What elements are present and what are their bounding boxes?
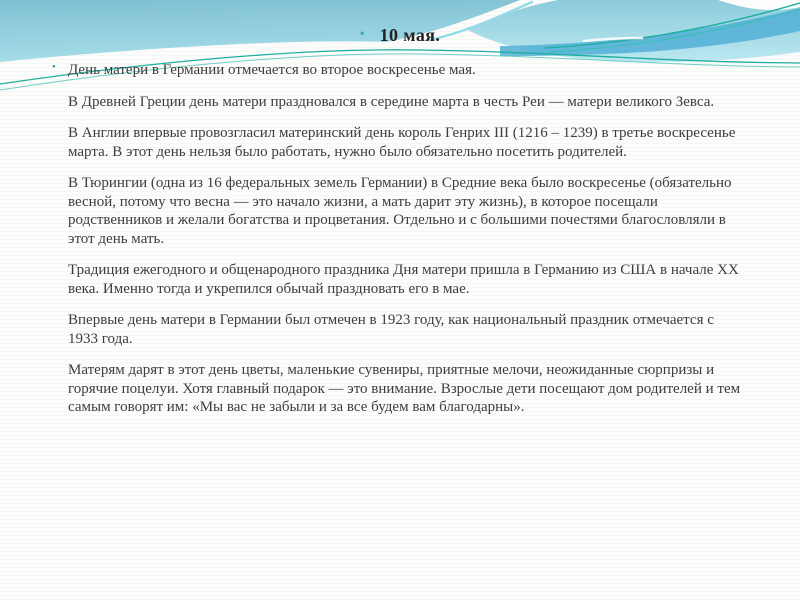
slide-title: 10 мая.	[379, 25, 441, 45]
paragraph-gifts: Матерям дарят в этот день цветы, маленькие сувениры, приятные мелочи, неожиданные сюрпризы и горячие поцелуи. Хотя главный подарок — это внимание. Взрослые дети посещают дом родителей и тем самым говорят им: «Мы вас не забыли и за все будем вам благодарны».	[68, 362, 741, 415]
paragraph-ancient-greece: В Древней Греции день матери праздновался в середине марта в честь Реи — матери великого Зевса.	[68, 93, 715, 110]
paragraph-bullet-icon: •	[52, 61, 56, 73]
paragraph-intro	[52, 61, 744, 80]
slide-body-text-block	[52, 61, 744, 430]
paragraph-intro-text: День матери в Германии отмечается во второе воскресенье мая.	[68, 62, 476, 78]
title-bullet-icon: •	[359, 27, 365, 42]
paragraph-1923: Впервые день матери в Германии был отмечен в 1923 году, как национальный праздник отмечается с 1933 года.	[68, 312, 714, 347]
paragraph-usa-tradition: Традиция ежегодного и общенародного праздника Дня матери пришла в Германию из США в начале XX века. Именно тогда и укрепился обычай праздновать его в мае.	[68, 262, 739, 297]
paragraph-thuringia: В Тюрингии (одна из 16 федеральных земель Германии) в Средние века было воскресенье (обязательно весной, потому что весна — это начало жизни, а мать дарит эту жизнь), в которое посещали родственников и желали богатства и процветания. Отдельно и с большими почестями благословляли в этот день мать.	[68, 175, 732, 247]
slide-title-row	[0, 25, 800, 46]
paragraph-england: В Англии впервые провозгласил материнский день король Генрих III (1216 – 1239) в третье воскресенье марта. В этот день нельзя было работать, нужно было обязательно посетить родителей.	[68, 125, 736, 160]
